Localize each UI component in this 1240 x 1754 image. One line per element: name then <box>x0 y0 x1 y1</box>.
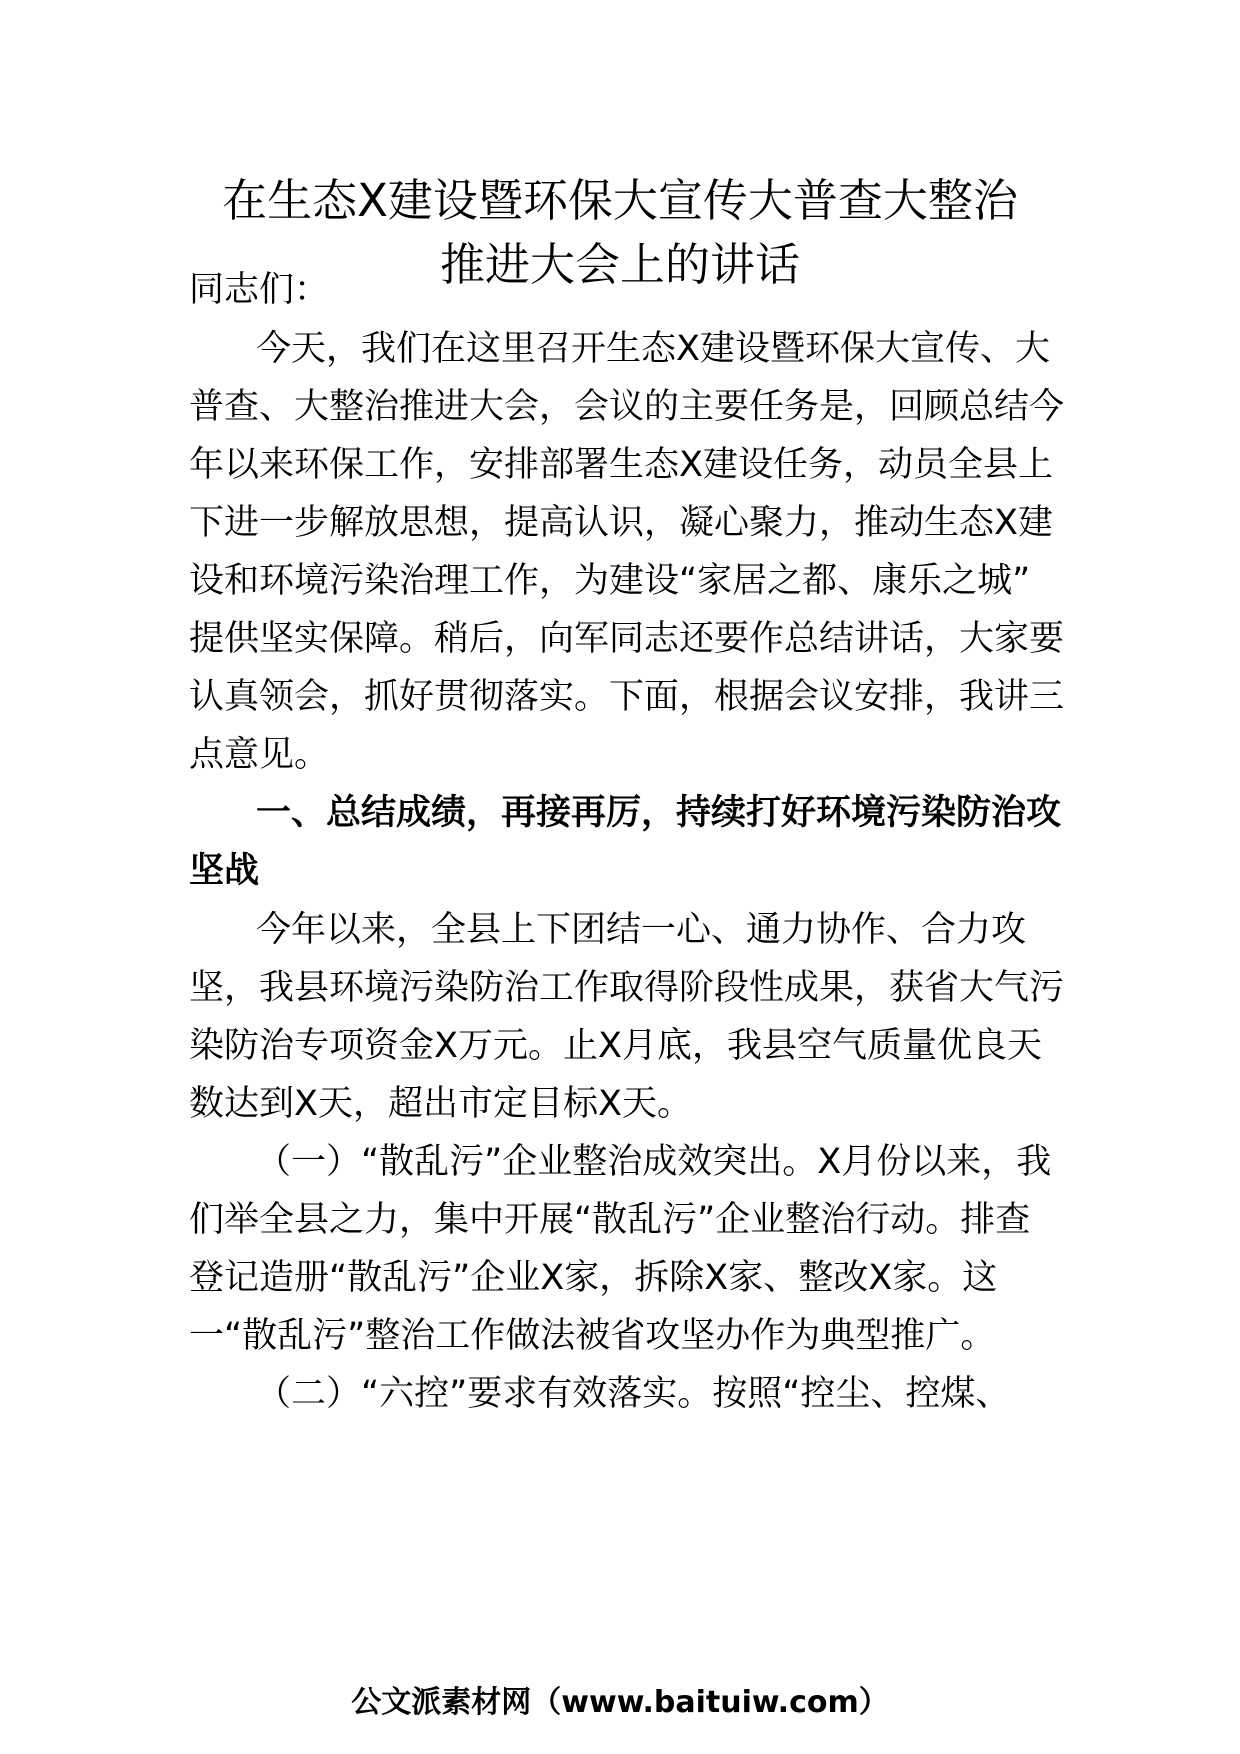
paragraph-line: 坚，我县环境污染防治工作取得阶段性成果，获省大气污 <box>189 968 1065 1008</box>
paragraph-line: 认真领会，抓好贯彻落实。下面，根据会议安排，我讲三 <box>189 677 1065 717</box>
salutation: 同志们： <box>189 270 330 310</box>
footer-watermark: 公文派素材网（www.baituiw.com） <box>351 1685 889 1720</box>
paragraph-line: 年以来环保工作，安排部署生态Ⅹ建设任务，动员全县上 <box>189 445 1053 485</box>
section-heading: 一、总结成绩，再接再厉，持续打好环境污染防治攻 <box>256 793 1062 833</box>
paragraph-line: 们举全县之力，集中开展“散乱污”企业整治行动。排查 <box>189 1200 1031 1240</box>
paragraph-line: （二）“六控”要求有效落实。按照“控尘、控煤、 <box>256 1374 1011 1414</box>
paragraph-line: 点意见。 <box>189 735 330 775</box>
paragraph-line: 普查、大整治推进大会，会议的主要任务是，回顾总结今 <box>189 387 1065 427</box>
paragraph-line: 提供坚实保障。稍后，向军同志还要作总结讲话，大家要 <box>189 619 1065 659</box>
document-title-line-1: 在生态Ⅹ建设暨环保大宣传大普查大整治 <box>222 174 1018 227</box>
paragraph-line: 设和环境污染治理工作，为建设“家居之都、康乐之城” <box>189 561 1031 601</box>
paragraph-line: 一“散乱污”整治工作做法被省攻坚办作为典型推广。 <box>189 1316 996 1356</box>
paragraph-line: （一）“散乱污”企业整治成效突出。Ⅹ月份以来，我 <box>256 1142 1052 1182</box>
paragraph-line: 登记造册“散乱污”企业Ⅹ家，拆除Ⅹ家、整改Ⅹ家。这 <box>189 1258 998 1298</box>
paragraph-line: 今年以来，全县上下团结一心、通力协作、合力攻 <box>256 910 1027 950</box>
paragraph-line: 染防治专项资金Ⅹ万元。止Ⅹ月底，我县空气质量优良天 <box>189 1026 1042 1066</box>
paragraph-line: 数达到Ⅹ天，超出市定目标Ⅹ天。 <box>189 1084 692 1124</box>
paragraph-line: 今天，我们在这里召开生态Ⅹ建设暨环保大宣传、大 <box>256 329 1050 369</box>
section-heading: 坚战 <box>189 851 260 891</box>
document-title-line-2: 推进大会上的讲话 <box>439 238 800 291</box>
paragraph-line: 下进一步解放思想，提高认识，凝心聚力，推动生态Ⅹ建 <box>189 503 1053 543</box>
